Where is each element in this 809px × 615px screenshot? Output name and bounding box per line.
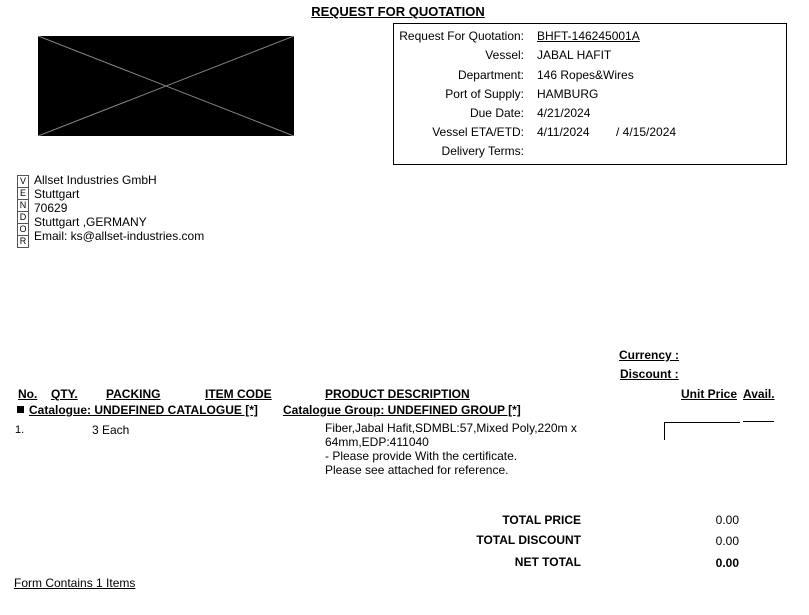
discount-label: Discount : <box>620 367 679 381</box>
total-discount-value: 0.00 <box>715 534 739 548</box>
vendor-tag <box>17 175 29 248</box>
vendor-email: Email: ks@allset-industries.com <box>34 229 205 243</box>
col-header-item-code: ITEM CODE <box>205 387 272 401</box>
page-title: REQUEST FOR QUOTATION <box>311 4 485 19</box>
vendor-tag-letter: R <box>17 235 29 248</box>
delivery-terms-label: Delivery Terms: <box>441 144 524 158</box>
eta-value: 4/11/2024 <box>537 125 590 139</box>
vendor-tag-letter: O <box>17 223 29 235</box>
total-price-value: 0.00 <box>715 513 739 527</box>
vendor-postcode: 70629 <box>34 201 68 215</box>
rfq-info-box <box>393 23 787 165</box>
port-value: HAMBURG <box>537 87 599 101</box>
col-header-no: No. <box>18 387 38 401</box>
total-discount-label: TOTAL DISCOUNT <box>476 533 581 547</box>
department-value: 146 Ropes&Wires <box>537 68 634 82</box>
vendor-tag-letter: D <box>17 211 29 223</box>
due-date-value: 4/21/2024 <box>537 106 591 120</box>
port-label: Port of Supply: <box>445 87 524 101</box>
item-description-line: 64mm,EDP:411040 <box>325 435 429 449</box>
department-label: Department: <box>457 68 524 82</box>
info-row-department <box>394 68 788 86</box>
item-no: 1. <box>15 424 25 436</box>
rfq-label: Request For Quotation: <box>399 29 524 43</box>
logo-placeholder <box>38 36 294 136</box>
item-description-line: Please see attached for reference. <box>325 463 509 477</box>
info-row-vessel <box>394 48 788 66</box>
item-description-line: - Please provide With the certificate. <box>325 449 518 463</box>
info-row-port <box>394 87 788 105</box>
currency-label: Currency : <box>619 348 680 362</box>
col-header-packing: PACKING <box>106 387 161 401</box>
rfq-number-link[interactable]: BHFT-146245001A <box>537 29 640 43</box>
vendor-city: Stuttgart <box>34 187 80 201</box>
info-row-delivery <box>394 144 788 162</box>
form-item-count: Form Contains 1 Items <box>14 576 136 590</box>
etd-value: / 4/15/2024 <box>616 125 677 139</box>
catalogue-group-label: Catalogue Group: UNDEFINED GROUP [*] <box>283 403 521 417</box>
vendor-address <box>34 173 204 243</box>
col-header-qty: QTY. <box>51 387 78 401</box>
col-header-unit-price: Unit Price <box>681 387 738 401</box>
vendor-tag-letter: E <box>17 187 29 199</box>
vendor-name: Allset Industries GmbH <box>34 173 157 187</box>
unit-price-input[interactable] <box>664 422 740 440</box>
info-row-eta <box>394 125 788 143</box>
info-row-rfq <box>394 29 788 47</box>
net-total-value: 0.00 <box>715 556 739 570</box>
net-total-label: NET TOTAL <box>514 555 581 569</box>
vessel-label: Vessel: <box>485 48 524 62</box>
info-row-due-date <box>394 106 788 124</box>
col-header-avail: Avail. <box>743 387 775 401</box>
catalogue-label: Catalogue: UNDEFINED CATALOGUE [*] <box>29 403 258 417</box>
vendor-tag-letter: V <box>17 175 29 187</box>
bullet-icon <box>17 406 24 413</box>
col-header-product-description: PRODUCT DESCRIPTION <box>325 387 470 401</box>
total-price-label: TOTAL PRICE <box>502 513 581 527</box>
vessel-value: JABAL HAFIT <box>537 48 612 62</box>
vendor-tag-letter: N <box>17 199 29 211</box>
vendor-country: Stuttgart ,GERMANY <box>34 215 147 229</box>
item-description <box>325 421 577 477</box>
item-qty: 3 Each <box>92 423 130 437</box>
item-description-line: Fiber,Jabal Hafit,SDMBL:57,Mixed Poly,220m x <box>325 421 577 435</box>
avail-input[interactable] <box>743 421 774 422</box>
eta-label: Vessel ETA/ETD: <box>432 125 524 139</box>
due-date-label: Due Date: <box>469 106 524 120</box>
